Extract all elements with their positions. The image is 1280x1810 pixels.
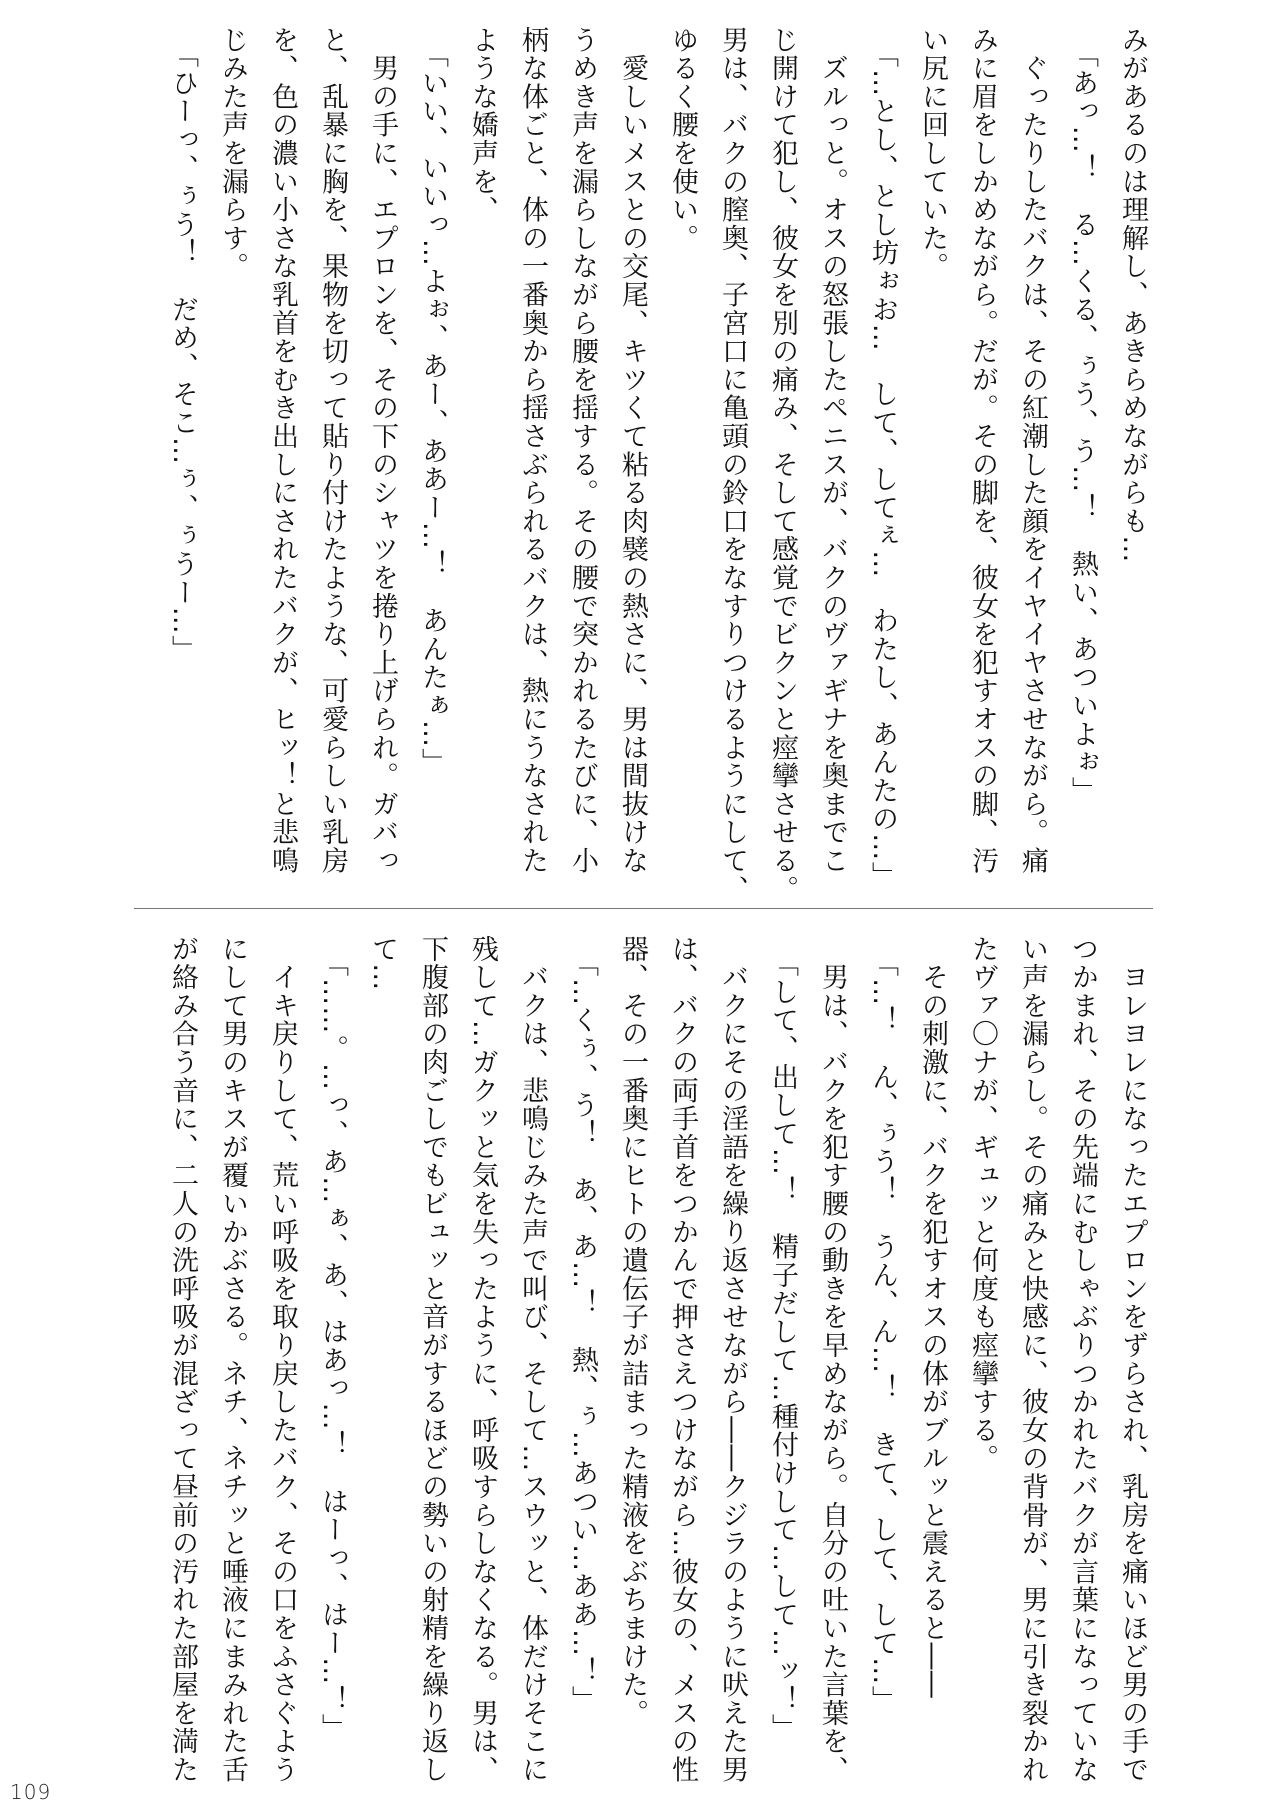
text-column: 「あっ…！ る…くる、ぅう、う…！ 熱い、あついよぉ」: [1067, 26, 1098, 805]
text-column: 「…とし、とし坊ぉお… して、してぇ… わたし、あんたの…」: [867, 26, 898, 890]
text-column: 下腹部の肉ごしでもビュッと音がするほどの勢いの射精を繰り返し: [417, 935, 448, 1784]
text-column: みがあるのは理解し、あきらめながらも…: [1117, 26, 1148, 564]
text-column: が絡み合う音に、二人の洗呼吸が混ざって昼前の汚れた部屋を満た: [167, 935, 198, 1784]
text-column: バクは、悲鳴じみた声で叫び、そして…スウッと、体だけそこに: [517, 935, 548, 1784]
text-column: ような嬌声を、: [467, 26, 498, 225]
text-column: い尻に回していた。: [917, 26, 948, 281]
text-column: 柄な体ごと、体の一番奥から揺さぶられるバクは、熱にうなされた: [517, 26, 548, 875]
page-number: 109: [10, 1780, 52, 1804]
text-column: 愛しいメスとの交尾、キツくて粘る肉襞の熱さに、男は間抜けな: [617, 26, 648, 875]
text-column: その刺激に、バクを犯すオスの体がブルッと震えると――: [917, 935, 948, 1700]
text-column: イキ戻りして、荒い呼吸を取り戻したバク、その口をふさぐよう: [267, 935, 298, 1784]
upper-text-block: [157, 26, 1157, 904]
text-column: たヴァ〇ナが、ギュッと何度も痙攣する。: [967, 935, 998, 1473]
text-column: にして男のキスが覆いかぶさる。ネチ、ネチッと唾液にまみれた舌: [217, 935, 248, 1784]
text-column: 器、その一番奥にヒトの遺伝子が詰まった精液をぶちまけた。: [617, 935, 648, 1728]
text-column: は、バクの両手首をつかんで押さえつけながら…彼女の、メスの性: [667, 935, 698, 1784]
text-column: を、色の濃い小さな乳首をむき出しにされたバクが、ヒッ！と悲鳴: [267, 26, 298, 875]
text-column: て…: [367, 935, 398, 992]
text-column: うめき声を漏らしながら腰を揺する。その腰で突かれるたびに、小: [567, 26, 598, 875]
text-column: バクにその淫語を繰り返させながら――クジラのように吠えた男: [717, 935, 748, 1784]
text-column: 「……。…っ、あ…ぁ、あ、はあっ…！ はーっ、はー…！」: [317, 935, 348, 1743]
text-column: と、乱暴に胸を、果物を切って貼り付けたような、可愛らしい乳房: [317, 26, 348, 875]
text-column: つかまれ、その先端にむしゃぶりつかれたバクが言葉になっていな: [1067, 935, 1098, 1784]
text-column: 残して…ガクッと気を失ったように、呼吸すらしなくなる。男は、: [467, 935, 498, 1784]
text-column: じ開けて犯し、彼女を別の痛み、そして感覚でビクンと痙攣させる。: [767, 26, 798, 904]
text-column: じみた声を漏らす。: [217, 26, 248, 281]
text-column: い声を漏らし。その痛みと快感に、彼女の背骨が、男に引き裂かれ: [1017, 935, 1048, 1784]
text-column: みに眉をしかめながら。だが。その脚を、彼女を犯すオスの脚、汚: [967, 26, 998, 875]
text-column: 「ひーっ、ぅう！ だめ、そこ…ぅ、ぅうー…」: [167, 26, 198, 664]
text-column: ヨレヨレになったエプロンをずらされ、乳房を痛いほど男の手で: [1117, 935, 1148, 1784]
text-column: 「…！ ん、ぅう！ うん、ん…！ きて、して、して…」: [867, 935, 898, 1714]
lower-text-block: [157, 935, 1157, 1795]
text-column: 男の手に、エプロンを、その下のシャツを捲り上げられ。ガバっ: [367, 26, 398, 875]
text-column: ぐったりしたバクは、その紅潮した顔をイヤイヤさせながら。痛: [1017, 26, 1048, 875]
text-column: 「して、出して…！ 精子だして…種付けして…して…ッ！」: [767, 935, 798, 1743]
text-column: 男は、バクの膣奥、子宮口に亀頭の鈴口をなすりつけるようにして、: [717, 26, 748, 904]
text-column: 男は、バクを犯す腰の動きを早めながら。自分の吐いた言葉を、: [817, 935, 848, 1784]
text-column: ゆるく腰を使い。: [667, 26, 698, 253]
text-column: 「…くぅ、う！ あ、あ…！ 熱、ぅ…あつい…ああ…！」: [567, 935, 598, 1714]
text-column: 「いい、いいっ…よぉ、あー、ああー…！ あんたぁ…」: [417, 26, 448, 777]
section-divider: [134, 908, 1153, 909]
text-column: ズルっと。オスの怒張したペニスが、バクのヴァギナを奥までこ: [817, 26, 848, 875]
